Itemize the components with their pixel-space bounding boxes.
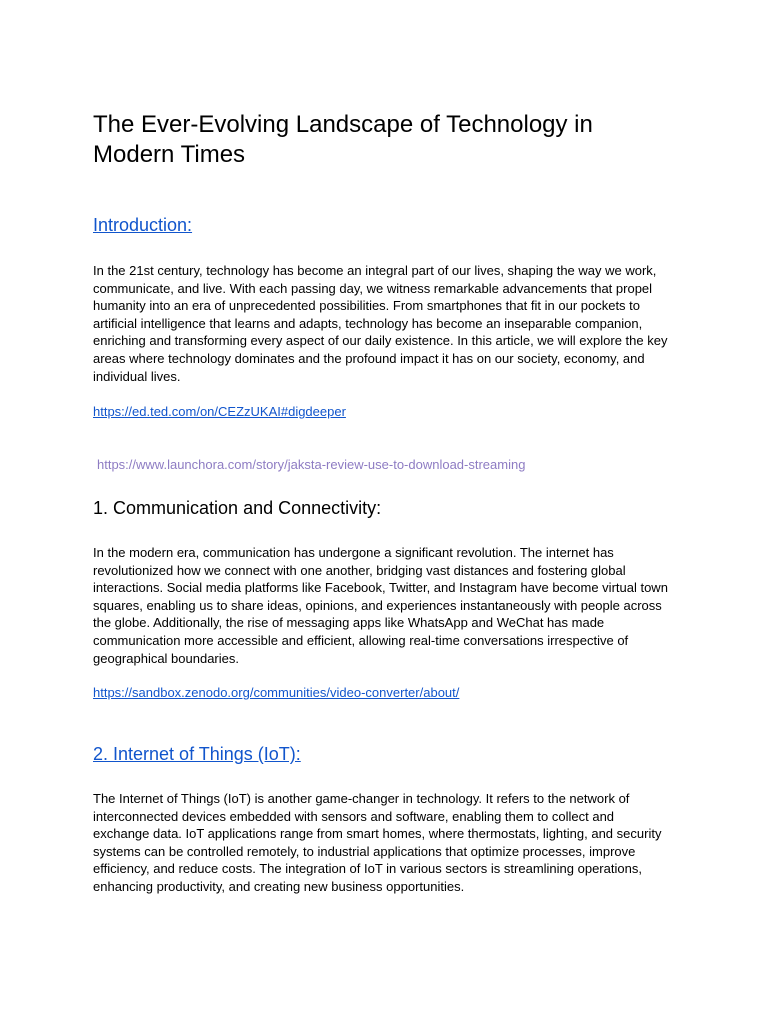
iot-paragraph: The Internet of Things (IoT) is another game-changer in technology. It refers to the network of interconnected devices embedded with sensors and software, enabling them to collect and exchange data. IoT applications range from smart homes, where thermostats, lighting, and security systems can be controlled remotely, to industrial applications that optimize processes, improve efficiency, and reduce costs. The integration of IoT in various sectors is streamlining operations, enhancing productivity, and creating new business opportunities. xyxy=(93,791,662,894)
zenodo-link[interactable]: https://sandbox.zenodo.org/communities/video-converter/about/ xyxy=(93,685,460,700)
introduction-paragraph: In the 21st century, technology has become an integral part of our lives, shaping the way we work, communicate, and live. With each passing day, we witness remarkable advancements that propel humanity into an era of unprecedented possibilities. From smartphones that fit in our pockets to artificial intelligence that learns and adapts, technology has become an inseparable companion, enriching and transforming every aspect of our daily existence. In this article, we will explore the key areas where technology dominates and the profound impact it has on our society, economy, and individual lives. xyxy=(93,263,668,384)
launchora-link[interactable]: https://www.launchora.com/story/jaksta-review-use-to-download-streaming xyxy=(97,457,526,472)
introduction-heading-link[interactable]: Introduction: xyxy=(93,215,193,235)
iot-heading-link[interactable]: 2. Internet of Things (IoT): xyxy=(93,744,301,764)
communication-paragraph: In the modern era, communication has undergone a significant revolution. The internet has revolutionized how we connect with one another, bridging vast distances and fostering global interactions. Social media platforms like Facebook, Twitter, and Instagram have become virtual town squares, enabling us to share ideas, opinions, and experiences instantaneously with people across the globe. Additionally, the rise of messaging apps like WhatsApp and WeChat has made communication more accessible and efficient, allowing real-time conversations irrespective of geographical boundaries. xyxy=(93,545,668,666)
communication-heading: 1. Communication and Connectivity: xyxy=(93,498,382,518)
ted-ed-link[interactable]: https://ed.ted.com/on/CEZzUKAI#digdeeper xyxy=(93,404,346,419)
document-title: The Ever-Evolving Landscape of Technology in Modern Times xyxy=(93,111,593,168)
